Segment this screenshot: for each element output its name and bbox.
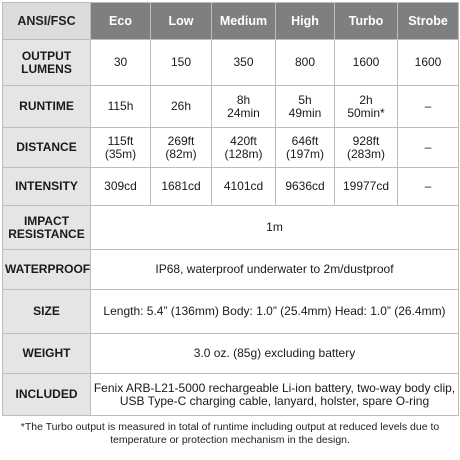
mode-header-turbo: Turbo	[335, 3, 398, 40]
impact-value: 1m	[91, 206, 459, 250]
corner-header: ANSI/FSC	[3, 3, 91, 40]
size-label: SIZE	[3, 290, 91, 334]
distance-row	[3, 128, 459, 168]
output-high: 800	[276, 40, 335, 86]
waterproof-value: IP68, waterproof underwater to 2m/dustproof	[91, 250, 459, 290]
output-label: OUTPUT LUMENS	[3, 40, 91, 86]
output-medium: 350	[212, 40, 276, 86]
size-value: Length: 5.4” (136mm) Body: 1.0” (25.4mm) Head: 1.0” (26.4mm)	[91, 290, 459, 334]
distance-medium: 420ft (128m)	[212, 128, 276, 168]
intensity-strobe: –	[398, 168, 459, 206]
runtime-low: 26h	[151, 86, 212, 128]
runtime-high: 5h 49min	[276, 86, 335, 128]
waterproof-label: WATERPROOF	[3, 250, 91, 290]
runtime-eco: 115h	[91, 86, 151, 128]
mode-header-medium: Medium	[212, 3, 276, 40]
runtime-row	[3, 86, 459, 128]
distance-low: 269ft (82m)	[151, 128, 212, 168]
distance-turbo: 928ft (283m)	[335, 128, 398, 168]
impact-row	[3, 206, 459, 250]
output-row	[3, 40, 459, 86]
weight-label: WEIGHT	[3, 334, 91, 374]
runtime-label: RUNTIME	[3, 86, 91, 128]
mode-header-low: Low	[151, 3, 212, 40]
intensity-row	[3, 168, 459, 206]
included-value: Fenix ARB-L21-5000 rechargeable Li-ion battery, two-way body clip, USB Type-C charging cable, lanyard, holster, spare O-ring	[91, 374, 459, 416]
header-row	[3, 3, 459, 40]
output-strobe: 1600	[398, 40, 459, 86]
runtime-medium: 8h 24min	[212, 86, 276, 128]
intensity-medium: 4101cd	[212, 168, 276, 206]
intensity-label: INTENSITY	[3, 168, 91, 206]
turbo-footnote: *The Turbo output is measured in total of runtime including output at reduced levels due to temperature or protection mechanism in the design.	[20, 421, 440, 446]
runtime-turbo: 2h 50min*	[335, 86, 398, 128]
included-label: INCLUDED	[3, 374, 91, 416]
output-turbo: 1600	[335, 40, 398, 86]
distance-high: 646ft (197m)	[276, 128, 335, 168]
runtime-strobe: –	[398, 86, 459, 128]
size-row	[3, 290, 459, 334]
intensity-turbo: 19977cd	[335, 168, 398, 206]
output-low: 150	[151, 40, 212, 86]
mode-header-high: High	[276, 3, 335, 40]
spec-table	[2, 2, 459, 416]
intensity-high: 9636cd	[276, 168, 335, 206]
output-eco: 30	[91, 40, 151, 86]
distance-eco: 115ft (35m)	[91, 128, 151, 168]
included-row	[3, 374, 459, 416]
distance-label: DISTANCE	[3, 128, 91, 168]
intensity-eco: 309cd	[91, 168, 151, 206]
mode-header-strobe: Strobe	[398, 3, 459, 40]
waterproof-row	[3, 250, 459, 290]
weight-row	[3, 334, 459, 374]
mode-header-eco: Eco	[91, 3, 151, 40]
impact-label: IMPACT RESISTANCE	[3, 206, 91, 250]
distance-strobe: –	[398, 128, 459, 168]
weight-value: 3.0 oz. (85g) excluding battery	[91, 334, 459, 374]
intensity-low: 1681cd	[151, 168, 212, 206]
